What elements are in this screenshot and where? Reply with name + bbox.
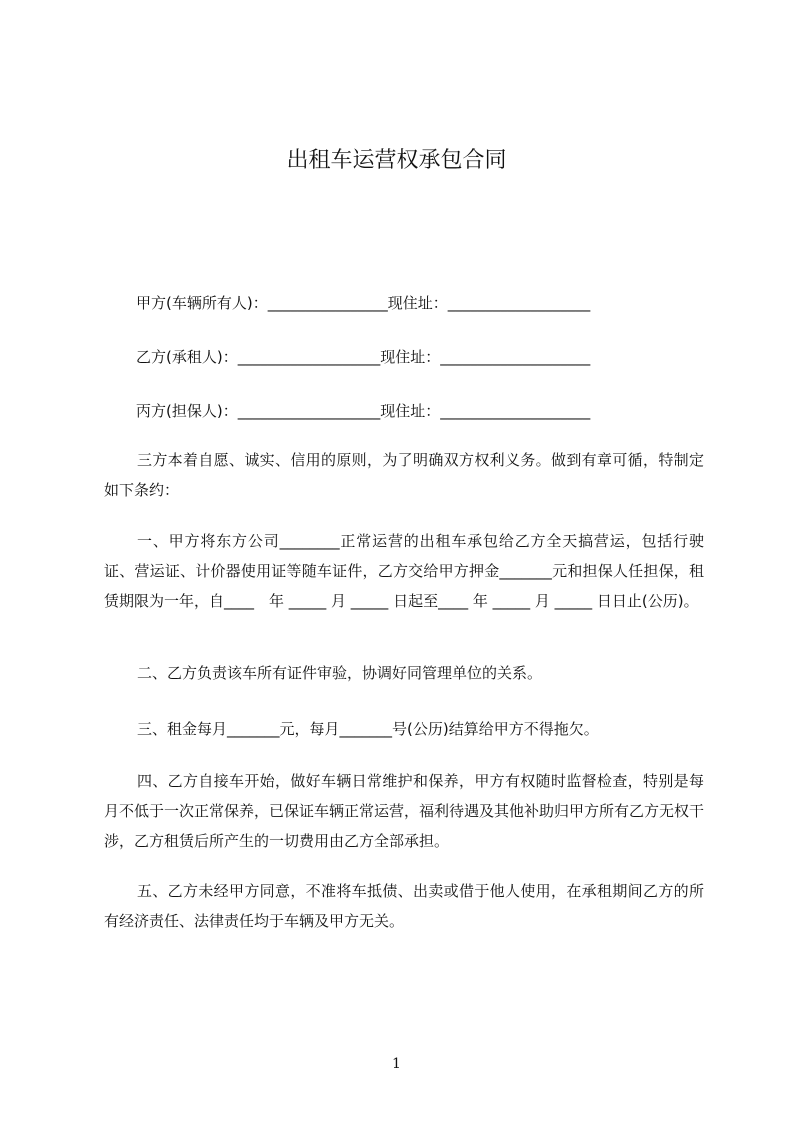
preamble-paragraph: 三方本着自愿、诚实、信用的原则，为了明确双方权利义务。做到有章可循，特制定如下条约：	[104, 451, 704, 499]
clause-2-paragraph: 二、乙方负责该车所有证件审验，协调好同管理单位的关系。	[137, 664, 543, 682]
party-c-line: 丙方(担保人)：___________________现住址：____________________	[136, 402, 591, 420]
party-b-line: 乙方(承租人)：___________________现住址：____________________	[136, 348, 591, 366]
clause-1-paragraph: 一、甲方将东方公司________正常运营的出租车承包给乙方全天搞营运，包括行驶证、营运证、计价器使用证等随车证件，乙方交给甲方押金_______元和担保人任担保，租赁期限为一年，自____ 年 _____ 月 _____ 日起至____ 年 _____ 月 _____ 日日止(公历)。	[104, 532, 704, 610]
clause-5-paragraph: 五、乙方未经甲方同意，不准将车抵债、出卖或借于他人使用，在承租期间乙方的所有经济责任、法律责任均于车辆及甲方无关。	[104, 882, 704, 930]
document-title: 出租车运营权承包合同	[286, 148, 507, 173]
clause-3-paragraph: 三、租金每月_______元，每月_______号(公历)结算给甲方不得拖欠。	[137, 720, 599, 738]
party-a-line: 甲方(车辆所有人)：________________现住址：___________________	[136, 294, 591, 312]
page-number: 1	[392, 1056, 401, 1072]
clause-4-paragraph: 四、乙方自接车开始，做好车辆日常维护和保养，甲方有权随时监督检查，特别是每月不低于一次正常保养，已保证车辆正常运营，福利待遇及其他补助归甲方所有乙方无权干涉，乙方租赁后所产生的一切费用由乙方全部承担。	[104, 772, 705, 850]
